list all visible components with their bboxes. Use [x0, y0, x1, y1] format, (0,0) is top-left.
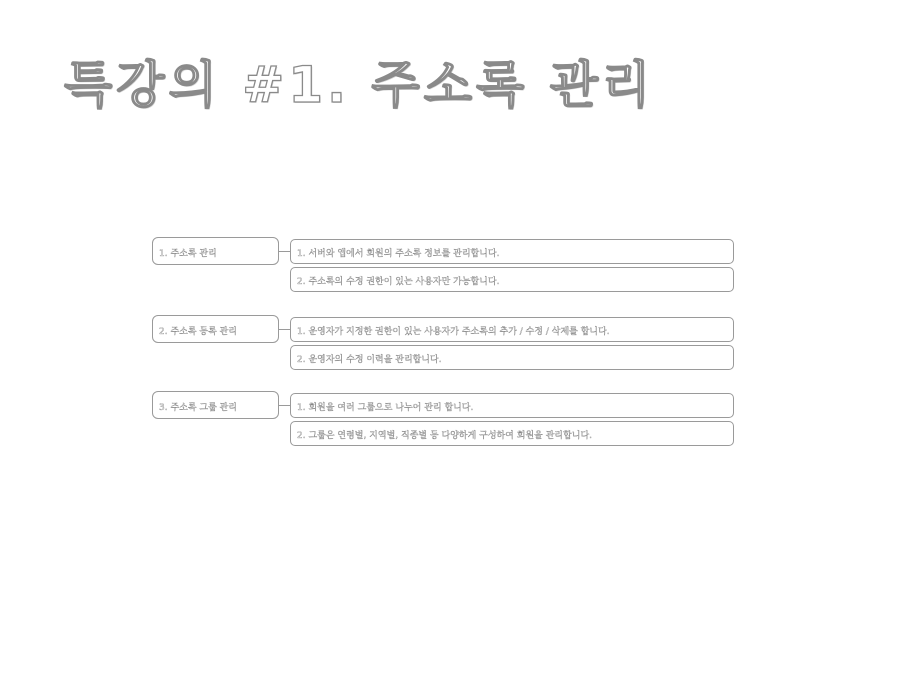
section-item: 1. 운영자가 지정한 권한이 있는 사용자가 주소록의 추가 / 수정 / 삭제를 합니다.	[290, 317, 734, 342]
section-label: 1. 주소록 관리	[152, 237, 279, 265]
section-item: 1. 서버와 앱에서 회원의 주소록 정보를 관리합니다.	[290, 239, 734, 264]
page-title: 특강의 #1. 주소록 관리	[64, 56, 655, 114]
section-item: 2. 그룹은 연령별, 지역별, 직종별 등 다양하게 구성하여 회원을 관리합니다.	[290, 421, 734, 446]
section-label: 2. 주소록 등록 관리	[152, 315, 279, 343]
connector-line	[279, 405, 290, 406]
connector-line	[279, 329, 290, 330]
connector-line	[279, 251, 290, 252]
section-label: 3. 주소록 그룹 관리	[152, 391, 279, 419]
section-item: 2. 주소록의 수정 권한이 있는 사용자만 가능합니다.	[290, 267, 734, 292]
section-item: 1. 회원을 여러 그룹으로 나누어 관리 합니다.	[290, 393, 734, 418]
section-item: 2. 운영자의 수정 이력을 관리합니다.	[290, 345, 734, 370]
